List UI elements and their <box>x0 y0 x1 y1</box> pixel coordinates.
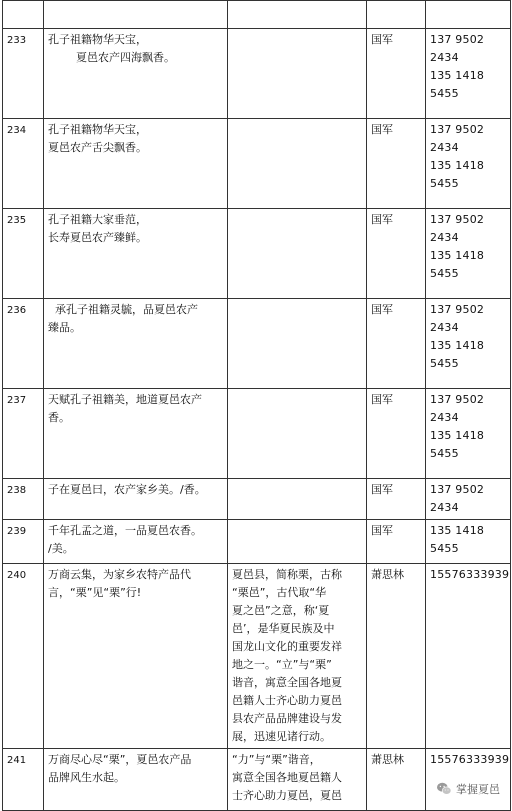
slogan-line: 万商尽心尽“栗”，夏邑农产品 <box>48 753 192 766</box>
author-name: 国军 <box>371 213 393 226</box>
slogan-line: 万商云集，为家乡农特产品代 <box>48 568 191 581</box>
row-number-cell <box>3 299 44 389</box>
description-cell <box>228 564 367 749</box>
slogan-cell <box>44 389 228 479</box>
row-number-cell <box>3 29 44 119</box>
row-number-cell <box>3 749 44 811</box>
slogan-cell <box>44 564 228 749</box>
slogan-cell <box>44 119 228 209</box>
row-number: 236 <box>7 305 27 316</box>
table-row <box>3 209 511 299</box>
author-cell <box>367 29 426 119</box>
phone-line: 5455 <box>430 447 459 460</box>
slogan-line: 夏邑农产四海飘香。 <box>48 51 175 64</box>
phone-line: 137 9502 <box>430 393 485 406</box>
description-line: “栗邑”，古代取“华 <box>232 586 327 599</box>
row-number-cell <box>3 119 44 209</box>
phone-line: 2434 <box>430 231 459 244</box>
table-row <box>3 564 511 749</box>
description-line: 邑’，是华夏民族及中 <box>232 622 335 635</box>
slogan-line: 承孔子祖籍灵毓，品夏邑农产 <box>48 303 198 316</box>
slogan-line: 品牌风生水起。 <box>48 771 125 784</box>
phone-line: 2434 <box>430 321 459 334</box>
slogan-line: 孔子祖籍物华天宝， <box>48 123 147 136</box>
slogan-cell <box>44 479 228 520</box>
description-cell <box>228 520 367 564</box>
row-number: 241 <box>7 755 27 766</box>
row-number-cell <box>3 209 44 299</box>
slogan-line: 言，“栗”见“栗”行! <box>48 586 142 599</box>
description-cell <box>228 479 367 520</box>
slogan-cell <box>44 209 228 299</box>
phone-line: 137 9502 <box>430 123 485 136</box>
phone-cell <box>426 299 511 389</box>
table-row <box>3 389 511 479</box>
slogan-cell <box>44 749 228 811</box>
phone-line: 5455 <box>430 177 459 190</box>
description-cell <box>228 749 367 811</box>
table-body <box>3 1 511 811</box>
description-line: “力”与“栗”谐音， <box>232 753 321 766</box>
row-number-cell <box>3 1 44 29</box>
slogan-table <box>2 0 511 811</box>
phone-line: 137 9502 <box>430 483 485 496</box>
author-name: 国军 <box>371 393 393 406</box>
phone-line: 15576333939 <box>430 568 510 581</box>
description-cell <box>228 389 367 479</box>
phone-line: 137 9502 <box>430 213 485 226</box>
slogan-cell <box>44 1 228 29</box>
phone-cell <box>426 479 511 520</box>
description-line: 县农产品品牌建设与发 <box>232 712 342 725</box>
author-cell <box>367 299 426 389</box>
slogan-line: 夏邑农产舌尖飘香。 <box>48 141 147 154</box>
phone-line: 135 1418 <box>430 159 485 172</box>
author-name: 萧思林 <box>371 568 404 581</box>
description-line: 夏邑县，简称栗，古称 <box>232 568 342 581</box>
slogan-line: 天赋孔子祖籍美，地道夏邑农产 <box>48 393 202 406</box>
table-row <box>3 299 511 389</box>
phone-line: 2434 <box>430 51 459 64</box>
phone-cell <box>426 564 511 749</box>
row-number-cell <box>3 520 44 564</box>
row-number: 233 <box>7 35 27 46</box>
description-line: 寓意全国各地夏邑籍人 <box>232 771 342 784</box>
description-line: 邑籍人士齐心助力夏邑 <box>232 694 342 707</box>
table-row <box>3 29 511 119</box>
author-name: 国军 <box>371 483 393 496</box>
phone-line: 135 1418 <box>430 524 485 537</box>
phone-line: 2434 <box>430 141 459 154</box>
author-cell <box>367 564 426 749</box>
row-number: 234 <box>7 125 27 136</box>
table-row <box>3 119 511 209</box>
slogan-cell <box>44 520 228 564</box>
description-cell <box>228 29 367 119</box>
phone-line: 2434 <box>430 501 459 514</box>
phone-line: 135 1418 <box>430 339 485 352</box>
author-cell <box>367 1 426 29</box>
author-name: 国军 <box>371 303 393 316</box>
header-row <box>3 1 511 29</box>
description-cell <box>228 209 367 299</box>
phone-line: 135 1418 <box>430 429 485 442</box>
slogan-line: 孔子祖籍大家垂范， <box>48 213 147 226</box>
author-cell <box>367 209 426 299</box>
author-name: 国军 <box>371 123 393 136</box>
phone-cell <box>426 389 511 479</box>
table-row <box>3 520 511 564</box>
row-number-cell <box>3 564 44 749</box>
slogan-line: 长寿夏邑农产臻鲜。 <box>48 231 147 244</box>
description-cell <box>228 299 367 389</box>
author-name: 国军 <box>371 33 393 46</box>
wechat-logo-icon <box>436 781 452 797</box>
author-cell <box>367 520 426 564</box>
phone-line: 135 1418 <box>430 249 485 262</box>
description-line: 展，迅速见诸行动。 <box>232 730 331 743</box>
row-number-cell <box>3 389 44 479</box>
table-row <box>3 479 511 520</box>
phone-line: 135 1418 <box>430 69 485 82</box>
phone-cell <box>426 209 511 299</box>
row-number: 240 <box>7 570 27 581</box>
slogan-cell <box>44 299 228 389</box>
phone-cell <box>426 119 511 209</box>
phone-line: 5455 <box>430 87 459 100</box>
author-cell <box>367 119 426 209</box>
row-number: 238 <box>7 485 27 496</box>
phone-line: 5455 <box>430 267 459 280</box>
phone-line: 137 9502 <box>430 303 485 316</box>
phone-line: 2434 <box>430 411 459 424</box>
description-line: 地之一。“立”与“栗” <box>232 658 332 671</box>
phone-cell <box>426 1 511 29</box>
author-cell <box>367 749 426 811</box>
phone-cell <box>426 29 511 119</box>
row-number-cell <box>3 479 44 520</box>
watermark-text: 掌握夏邑 <box>456 783 500 796</box>
phone-line: 5455 <box>430 357 459 370</box>
description-line: 谐音，寓意全国各地夏 <box>232 676 342 689</box>
description-line: 士齐心助力夏邑，夏邑 <box>232 789 342 802</box>
slogan-line: 子在夏邑曰，农产家乡美。/香。 <box>48 483 206 496</box>
description-line: 夏之邑”之意，称‘夏 <box>232 604 330 617</box>
slogan-cell <box>44 29 228 119</box>
row-number: 237 <box>7 395 27 406</box>
row-number: 235 <box>7 215 27 226</box>
slogan-line: 孔子祖籍物华天宝， <box>48 33 147 46</box>
phone-cell <box>426 520 511 564</box>
slogan-line: 臻品。 <box>48 321 81 334</box>
slogan-line: 香。 <box>48 411 70 424</box>
description-line: 国龙山文化的重要发祥 <box>232 640 342 653</box>
row-number: 239 <box>7 526 27 537</box>
account-watermark <box>432 779 504 799</box>
author-cell <box>367 479 426 520</box>
author-cell <box>367 389 426 479</box>
phone-line: 15576333939 <box>430 753 510 766</box>
author-name: 国军 <box>371 524 393 537</box>
description-cell <box>228 1 367 29</box>
phone-line: 137 9502 <box>430 33 485 46</box>
slogan-line: /美。 <box>48 542 74 555</box>
phone-line: 5455 <box>430 542 459 555</box>
slogan-line: 千年孔孟之道，一品夏邑农香。 <box>48 524 202 537</box>
author-name: 萧思林 <box>371 753 404 766</box>
description-cell <box>228 119 367 209</box>
